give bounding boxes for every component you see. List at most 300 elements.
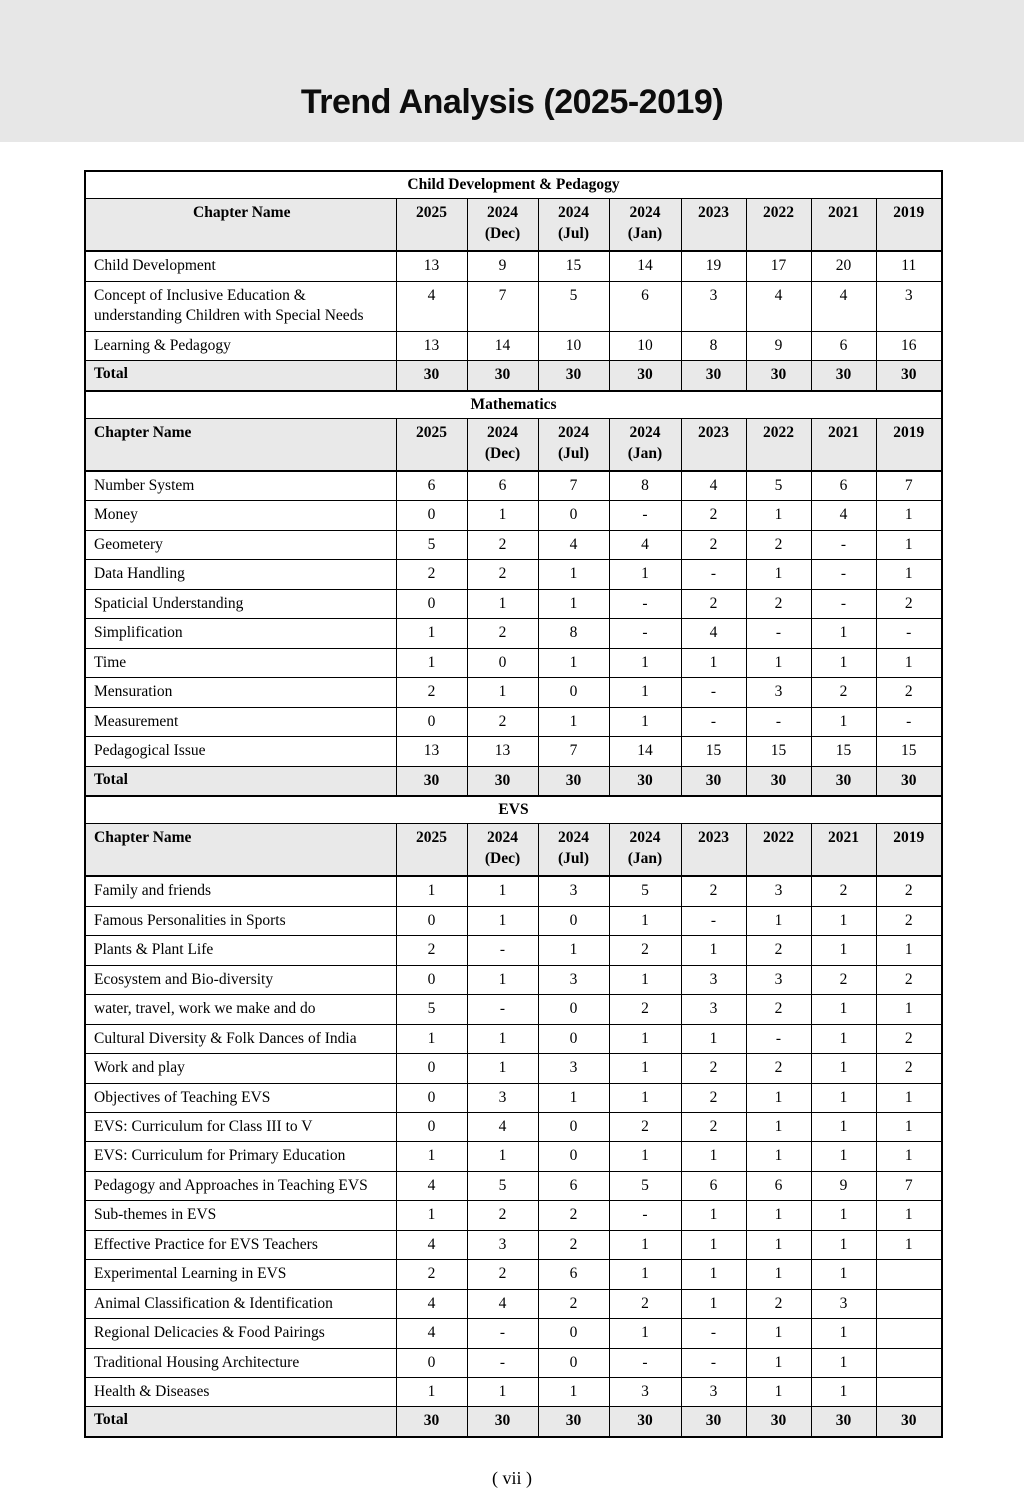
total-value-cell: 30 bbox=[396, 1407, 467, 1437]
value-cell: 1 bbox=[876, 648, 942, 677]
value-cell: 4 bbox=[811, 501, 876, 530]
value-cell: 2 bbox=[681, 589, 746, 618]
chapter-cell: Pedagogy and Approaches in Teaching EVS bbox=[85, 1171, 396, 1200]
value-cell: 1 bbox=[811, 648, 876, 677]
value-cell: 1 bbox=[396, 876, 467, 906]
value-cell: 1 bbox=[746, 1319, 811, 1348]
year-sub: (Jul) bbox=[558, 444, 589, 462]
value-cell: - bbox=[467, 936, 538, 965]
column-header-row bbox=[85, 199, 942, 251]
value-cell: 1 bbox=[681, 936, 746, 965]
value-cell: 15 bbox=[876, 737, 942, 766]
chapter-cell: Data Handling bbox=[85, 560, 396, 589]
total-label-cell: Total bbox=[85, 361, 396, 391]
year-label: 2024 bbox=[629, 204, 661, 222]
value-cell: 1 bbox=[876, 501, 942, 530]
value-cell: 2 bbox=[396, 936, 467, 965]
value-cell: 6 bbox=[467, 471, 538, 501]
value-cell: 1 bbox=[538, 560, 609, 589]
total-value-cell: 30 bbox=[538, 361, 609, 391]
value-cell: - bbox=[811, 530, 876, 559]
year-label: 2025 bbox=[416, 829, 447, 847]
value-cell: 2 bbox=[609, 995, 681, 1024]
column-header-year bbox=[538, 199, 609, 251]
year-label: 2019 bbox=[893, 829, 925, 847]
year-label: 2024 bbox=[487, 424, 518, 442]
table-row bbox=[85, 876, 942, 906]
total-value-cell: 30 bbox=[681, 1407, 746, 1437]
value-cell: 3 bbox=[538, 1054, 609, 1083]
value-cell: 1 bbox=[538, 648, 609, 677]
column-header-year bbox=[396, 824, 467, 876]
value-cell: - bbox=[811, 589, 876, 618]
chapter-cell: Effective Practice for EVS Teachers bbox=[85, 1230, 396, 1259]
total-value-cell: 30 bbox=[811, 766, 876, 796]
table-row bbox=[85, 965, 942, 994]
value-cell: 4 bbox=[746, 281, 811, 331]
table-row bbox=[85, 331, 942, 360]
value-cell: 1 bbox=[811, 1201, 876, 1230]
year-label: 2019 bbox=[893, 204, 925, 222]
value-cell: 2 bbox=[467, 1201, 538, 1230]
value-cell: - bbox=[609, 501, 681, 530]
value-cell: 2 bbox=[609, 1112, 681, 1141]
value-cell: 1 bbox=[681, 1024, 746, 1053]
value-cell: 5 bbox=[746, 471, 811, 501]
year-label: 2021 bbox=[828, 829, 859, 847]
total-row bbox=[85, 361, 942, 391]
value-cell: 15 bbox=[811, 737, 876, 766]
chapter-cell: Simplification bbox=[85, 619, 396, 648]
value-cell: 2 bbox=[746, 530, 811, 559]
value-cell: 2 bbox=[811, 965, 876, 994]
value-cell: 13 bbox=[396, 331, 467, 360]
total-value-cell: 30 bbox=[811, 361, 876, 391]
value-cell: 1 bbox=[746, 560, 811, 589]
value-cell: 4 bbox=[609, 530, 681, 559]
value-cell: 1 bbox=[811, 1142, 876, 1171]
value-cell: - bbox=[746, 1024, 811, 1053]
value-cell: 10 bbox=[609, 331, 681, 360]
column-header-year bbox=[609, 199, 681, 251]
value-cell: 1 bbox=[876, 530, 942, 559]
value-cell: - bbox=[681, 560, 746, 589]
year-sub: (Jul) bbox=[558, 849, 589, 867]
value-cell: 6 bbox=[396, 471, 467, 501]
chapter-cell: Animal Classification & Identification bbox=[85, 1289, 396, 1318]
year-label: 2021 bbox=[828, 204, 859, 222]
column-header-year bbox=[396, 419, 467, 471]
table-row bbox=[85, 737, 942, 766]
value-cell: 2 bbox=[538, 1230, 609, 1259]
value-cell: 8 bbox=[681, 331, 746, 360]
value-cell: 5 bbox=[396, 995, 467, 1024]
year-label: 2024 bbox=[558, 424, 589, 442]
chapter-cell: Geometery bbox=[85, 530, 396, 559]
table-row bbox=[85, 1054, 942, 1083]
value-cell: 2 bbox=[746, 936, 811, 965]
value-cell: 1 bbox=[746, 1201, 811, 1230]
trend-table bbox=[84, 170, 943, 1438]
total-value-cell: 30 bbox=[876, 361, 942, 391]
column-header-chapter: Chapter Name bbox=[85, 199, 396, 251]
chapter-cell: Family and friends bbox=[85, 876, 396, 906]
value-cell: 0 bbox=[538, 995, 609, 1024]
value-cell: 1 bbox=[811, 707, 876, 736]
chapter-cell: Ecosystem and Bio-diversity bbox=[85, 965, 396, 994]
value-cell: 1 bbox=[811, 1260, 876, 1289]
total-value-cell: 30 bbox=[811, 1407, 876, 1437]
value-cell: 1 bbox=[811, 1230, 876, 1259]
column-header-year bbox=[609, 419, 681, 471]
value-cell: - bbox=[746, 707, 811, 736]
value-cell: 19 bbox=[681, 251, 746, 281]
table-row bbox=[85, 560, 942, 589]
column-header-year bbox=[538, 824, 609, 876]
section-title: Child Development & Pedagogy bbox=[85, 171, 942, 199]
page-title: Trend Analysis (2025-2019) bbox=[300, 83, 724, 121]
total-value-cell: 30 bbox=[467, 766, 538, 796]
column-header-year bbox=[811, 419, 876, 471]
value-cell: 1 bbox=[609, 648, 681, 677]
value-cell: 6 bbox=[811, 331, 876, 360]
value-cell bbox=[876, 1319, 942, 1348]
value-cell: 3 bbox=[538, 965, 609, 994]
value-cell: 1 bbox=[609, 1319, 681, 1348]
value-cell: 0 bbox=[538, 1024, 609, 1053]
chapter-cell: Famous Personalities in Sports bbox=[85, 906, 396, 935]
value-cell: - bbox=[876, 707, 942, 736]
value-cell: 1 bbox=[609, 678, 681, 707]
value-cell: 0 bbox=[538, 501, 609, 530]
value-cell: 1 bbox=[876, 560, 942, 589]
value-cell: 3 bbox=[746, 965, 811, 994]
value-cell: 1 bbox=[746, 648, 811, 677]
table-row bbox=[85, 1112, 942, 1141]
section-title-row bbox=[85, 796, 942, 824]
table-row bbox=[85, 995, 942, 1024]
year-label: 2022 bbox=[763, 829, 794, 847]
value-cell: 4 bbox=[467, 1112, 538, 1141]
value-cell: 1 bbox=[681, 648, 746, 677]
value-cell: 2 bbox=[811, 876, 876, 906]
total-value-cell: 30 bbox=[467, 1407, 538, 1437]
value-cell: 0 bbox=[396, 965, 467, 994]
value-cell: 1 bbox=[876, 1201, 942, 1230]
value-cell bbox=[876, 1348, 942, 1377]
value-cell: - bbox=[681, 678, 746, 707]
value-cell: 1 bbox=[681, 1142, 746, 1171]
table-row bbox=[85, 1230, 942, 1259]
value-cell: 2 bbox=[746, 995, 811, 1024]
value-cell: 2 bbox=[746, 1054, 811, 1083]
total-value-cell: 30 bbox=[538, 766, 609, 796]
value-cell bbox=[876, 1260, 942, 1289]
column-header-year bbox=[609, 824, 681, 876]
total-value-cell: 30 bbox=[609, 361, 681, 391]
value-cell: 4 bbox=[467, 1289, 538, 1318]
value-cell: 1 bbox=[538, 1083, 609, 1112]
value-cell: 0 bbox=[396, 589, 467, 618]
value-cell bbox=[876, 1289, 942, 1318]
column-header-year bbox=[811, 824, 876, 876]
value-cell: 0 bbox=[538, 1319, 609, 1348]
value-cell: 2 bbox=[746, 1289, 811, 1318]
table-row bbox=[85, 1319, 942, 1348]
year-label: 2022 bbox=[763, 204, 794, 222]
value-cell: 3 bbox=[876, 281, 942, 331]
value-cell: - bbox=[681, 1319, 746, 1348]
value-cell: 4 bbox=[396, 1289, 467, 1318]
value-cell: 2 bbox=[876, 965, 942, 994]
value-cell: 1 bbox=[876, 936, 942, 965]
value-cell: 3 bbox=[681, 281, 746, 331]
value-cell: 9 bbox=[746, 331, 811, 360]
value-cell: 15 bbox=[746, 737, 811, 766]
value-cell: 7 bbox=[467, 281, 538, 331]
value-cell: 2 bbox=[396, 1260, 467, 1289]
value-cell: 1 bbox=[396, 1142, 467, 1171]
total-value-cell: 30 bbox=[609, 1407, 681, 1437]
year-label: 2019 bbox=[893, 424, 925, 442]
total-value-cell: 30 bbox=[876, 1407, 942, 1437]
value-cell: 0 bbox=[396, 1348, 467, 1377]
total-label-cell: Total bbox=[85, 766, 396, 796]
value-cell: 14 bbox=[467, 331, 538, 360]
year-label: 2023 bbox=[698, 829, 729, 847]
value-cell: 4 bbox=[396, 1230, 467, 1259]
table-row bbox=[85, 1171, 942, 1200]
value-cell: 11 bbox=[876, 251, 942, 281]
year-label: 2024 bbox=[629, 829, 661, 847]
value-cell: - bbox=[746, 619, 811, 648]
value-cell: 2 bbox=[681, 1112, 746, 1141]
value-cell: 2 bbox=[396, 560, 467, 589]
total-row bbox=[85, 1407, 942, 1437]
year-label: 2023 bbox=[698, 204, 729, 222]
value-cell: 1 bbox=[681, 1289, 746, 1318]
year-label: 2023 bbox=[698, 424, 729, 442]
value-cell: - bbox=[609, 1348, 681, 1377]
value-cell: 10 bbox=[538, 331, 609, 360]
value-cell: 0 bbox=[467, 648, 538, 677]
total-row bbox=[85, 766, 942, 796]
value-cell: 3 bbox=[681, 965, 746, 994]
value-cell: 1 bbox=[876, 1230, 942, 1259]
table-row bbox=[85, 936, 942, 965]
value-cell: 0 bbox=[538, 906, 609, 935]
chapter-cell: Time bbox=[85, 648, 396, 677]
value-cell: 1 bbox=[609, 1142, 681, 1171]
column-header-chapter: Chapter Name bbox=[85, 824, 396, 876]
column-header-year bbox=[681, 419, 746, 471]
chapter-cell: Money bbox=[85, 501, 396, 530]
value-cell: 4 bbox=[396, 1171, 467, 1200]
value-cell: 1 bbox=[746, 1348, 811, 1377]
value-cell: 6 bbox=[811, 471, 876, 501]
table-row bbox=[85, 589, 942, 618]
value-cell: 1 bbox=[609, 560, 681, 589]
section-title: EVS bbox=[85, 796, 942, 824]
chapter-cell: Cultural Diversity & Folk Dances of India bbox=[85, 1024, 396, 1053]
page-number: ( vii ) bbox=[492, 1467, 532, 1488]
year-sub: (Jan) bbox=[627, 224, 663, 242]
year-label: 2024 bbox=[487, 204, 518, 222]
value-cell: 1 bbox=[467, 965, 538, 994]
value-cell: 2 bbox=[467, 1260, 538, 1289]
value-cell: 1 bbox=[609, 965, 681, 994]
value-cell: 2 bbox=[811, 678, 876, 707]
value-cell: 1 bbox=[811, 906, 876, 935]
value-cell: 0 bbox=[538, 1348, 609, 1377]
value-cell: 3 bbox=[681, 995, 746, 1024]
chapter-cell: Traditional Housing Architecture bbox=[85, 1348, 396, 1377]
year-label: 2024 bbox=[487, 829, 518, 847]
value-cell: - bbox=[467, 1319, 538, 1348]
value-cell: 17 bbox=[746, 251, 811, 281]
year-label: 2024 bbox=[558, 829, 589, 847]
table-row bbox=[85, 1260, 942, 1289]
page-header-band bbox=[0, 0, 1024, 142]
value-cell: 3 bbox=[746, 876, 811, 906]
column-header-row bbox=[85, 824, 942, 876]
total-value-cell: 30 bbox=[681, 361, 746, 391]
year-label: 2021 bbox=[828, 424, 859, 442]
value-cell: 2 bbox=[681, 1083, 746, 1112]
value-cell: 5 bbox=[396, 530, 467, 559]
year-sub: (Dec) bbox=[484, 849, 521, 867]
value-cell: 0 bbox=[538, 1112, 609, 1141]
column-header-year bbox=[396, 199, 467, 251]
value-cell: 1 bbox=[467, 876, 538, 906]
table-row bbox=[85, 251, 942, 281]
table-row bbox=[85, 1289, 942, 1318]
year-label: 2025 bbox=[416, 204, 447, 222]
value-cell: 1 bbox=[876, 1142, 942, 1171]
value-cell: 1 bbox=[538, 589, 609, 618]
value-cell: 7 bbox=[538, 471, 609, 501]
value-cell bbox=[876, 1378, 942, 1407]
table-row bbox=[85, 501, 942, 530]
value-cell: - bbox=[609, 619, 681, 648]
year-sub: (Jul) bbox=[558, 224, 589, 242]
value-cell: 1 bbox=[811, 619, 876, 648]
value-cell: 1 bbox=[681, 1230, 746, 1259]
value-cell: 4 bbox=[396, 281, 467, 331]
column-header-year bbox=[876, 419, 942, 471]
value-cell: 6 bbox=[681, 1171, 746, 1200]
section-title-row bbox=[85, 391, 942, 419]
value-cell: 7 bbox=[876, 471, 942, 501]
value-cell: 1 bbox=[681, 1201, 746, 1230]
value-cell: 2 bbox=[467, 560, 538, 589]
chapter-cell: Pedagogical Issue bbox=[85, 737, 396, 766]
value-cell: 1 bbox=[538, 707, 609, 736]
value-cell: 14 bbox=[609, 251, 681, 281]
value-cell: 7 bbox=[538, 737, 609, 766]
value-cell: 6 bbox=[609, 281, 681, 331]
value-cell: 8 bbox=[538, 619, 609, 648]
total-label-cell: Total bbox=[85, 1407, 396, 1437]
value-cell: 1 bbox=[609, 707, 681, 736]
value-cell: 2 bbox=[681, 501, 746, 530]
value-cell: 1 bbox=[467, 678, 538, 707]
value-cell: 7 bbox=[876, 1171, 942, 1200]
value-cell: 1 bbox=[396, 648, 467, 677]
value-cell: 3 bbox=[609, 1378, 681, 1407]
value-cell: - bbox=[811, 560, 876, 589]
value-cell: 2 bbox=[538, 1201, 609, 1230]
value-cell: 1 bbox=[467, 1024, 538, 1053]
table-row bbox=[85, 1083, 942, 1112]
value-cell: 1 bbox=[746, 1083, 811, 1112]
table-row bbox=[85, 1348, 942, 1377]
value-cell: 3 bbox=[681, 1378, 746, 1407]
value-cell: 15 bbox=[538, 251, 609, 281]
value-cell: 1 bbox=[876, 995, 942, 1024]
table-row bbox=[85, 648, 942, 677]
value-cell: 1 bbox=[467, 1142, 538, 1171]
chapter-cell: Health & Diseases bbox=[85, 1378, 396, 1407]
total-value-cell: 30 bbox=[746, 1407, 811, 1437]
value-cell: 3 bbox=[467, 1230, 538, 1259]
value-cell: 1 bbox=[538, 936, 609, 965]
column-header-year bbox=[467, 419, 538, 471]
table-row bbox=[85, 471, 942, 501]
value-cell: 6 bbox=[538, 1260, 609, 1289]
value-cell: 1 bbox=[396, 1201, 467, 1230]
total-value-cell: 30 bbox=[396, 361, 467, 391]
value-cell: 1 bbox=[746, 1142, 811, 1171]
year-sub: (Jan) bbox=[627, 849, 663, 867]
value-cell: - bbox=[681, 1348, 746, 1377]
section-title-row bbox=[85, 171, 942, 199]
value-cell: - bbox=[609, 589, 681, 618]
value-cell: 1 bbox=[811, 1083, 876, 1112]
table-row bbox=[85, 678, 942, 707]
year-label: 2022 bbox=[763, 424, 794, 442]
value-cell: 2 bbox=[681, 876, 746, 906]
value-cell: 0 bbox=[538, 678, 609, 707]
value-cell: 1 bbox=[538, 1378, 609, 1407]
value-cell: 1 bbox=[811, 936, 876, 965]
total-value-cell: 30 bbox=[746, 766, 811, 796]
value-cell: 5 bbox=[609, 1171, 681, 1200]
value-cell: 1 bbox=[876, 1112, 942, 1141]
total-value-cell: 30 bbox=[609, 766, 681, 796]
chapter-cell: Plants & Plant Life bbox=[85, 936, 396, 965]
value-cell: 13 bbox=[396, 737, 467, 766]
value-cell: 2 bbox=[876, 876, 942, 906]
value-cell: 2 bbox=[876, 678, 942, 707]
value-cell: 2 bbox=[681, 530, 746, 559]
value-cell: 3 bbox=[467, 1083, 538, 1112]
table-row bbox=[85, 906, 942, 935]
value-cell: 1 bbox=[746, 1260, 811, 1289]
chapter-cell: water, travel, work we make and do bbox=[85, 995, 396, 1024]
table-row bbox=[85, 1378, 942, 1407]
value-cell: 9 bbox=[467, 251, 538, 281]
table-row bbox=[85, 281, 942, 331]
value-cell: 0 bbox=[396, 1083, 467, 1112]
column-header-row bbox=[85, 419, 942, 471]
value-cell: 1 bbox=[811, 1378, 876, 1407]
value-cell: 1 bbox=[811, 1024, 876, 1053]
value-cell: 1 bbox=[467, 1054, 538, 1083]
value-cell: 1 bbox=[811, 1319, 876, 1348]
chapter-cell: Spaticial Understanding bbox=[85, 589, 396, 618]
chapter-cell: Measurement bbox=[85, 707, 396, 736]
